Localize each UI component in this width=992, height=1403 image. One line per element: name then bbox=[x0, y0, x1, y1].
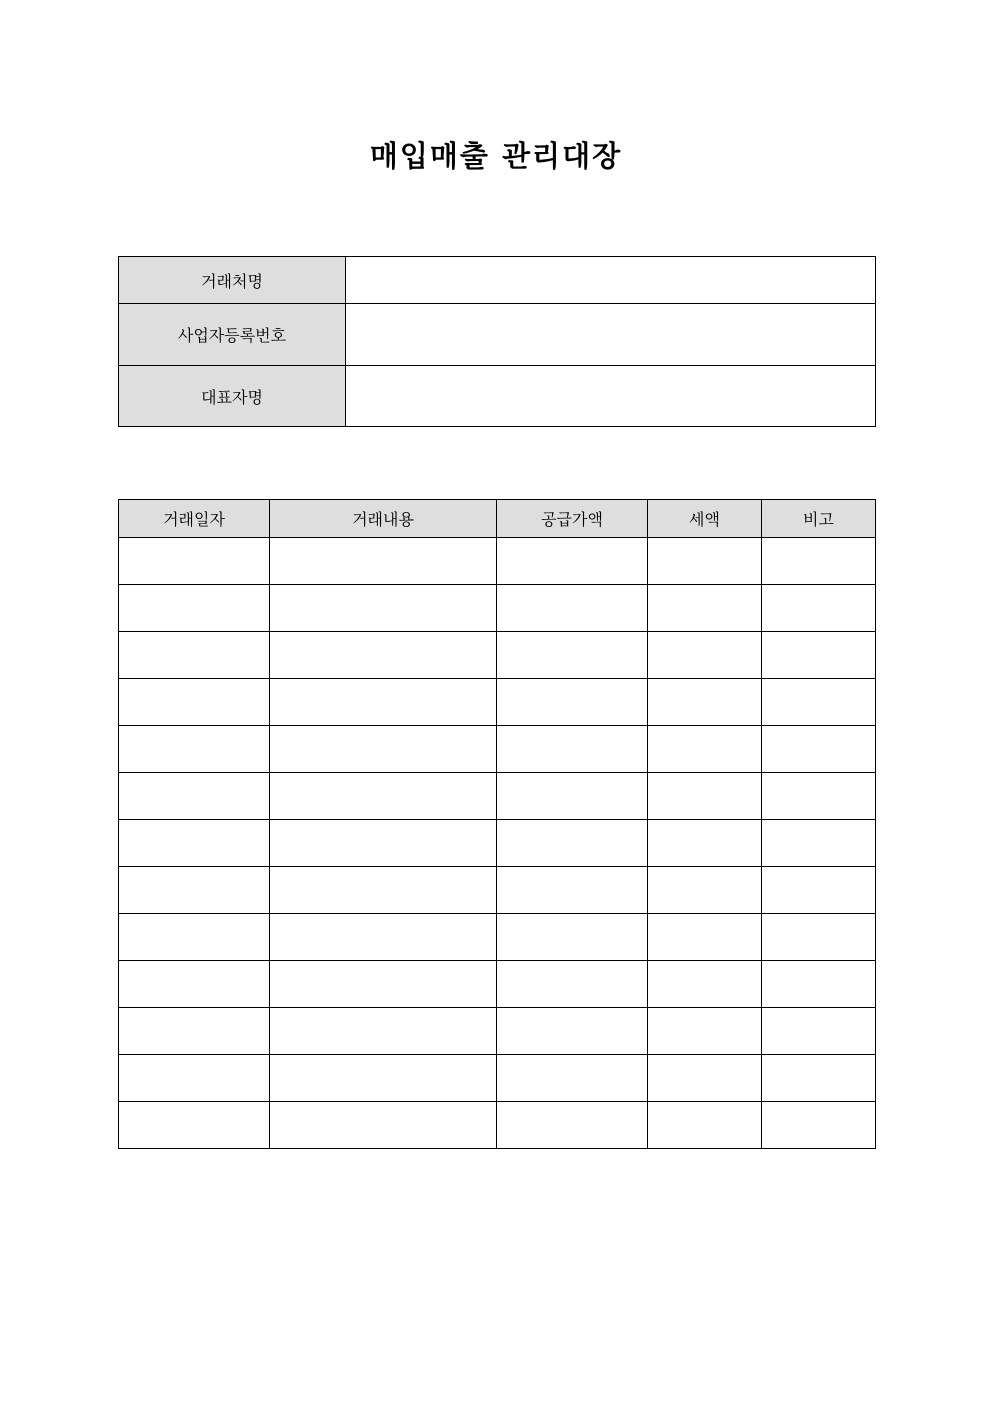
remarks-cell[interactable] bbox=[762, 820, 876, 867]
remarks-cell[interactable] bbox=[762, 538, 876, 585]
transaction-date-cell[interactable] bbox=[119, 538, 270, 585]
supply-amount-cell[interactable] bbox=[497, 679, 648, 726]
transaction-details-cell[interactable] bbox=[270, 1055, 497, 1102]
ledger-body bbox=[119, 538, 876, 1149]
transaction-date-cell[interactable] bbox=[119, 914, 270, 961]
representative-field[interactable] bbox=[346, 366, 876, 427]
table-row bbox=[119, 867, 876, 914]
supply-amount-cell[interactable] bbox=[497, 726, 648, 773]
remarks-cell[interactable] bbox=[762, 961, 876, 1008]
header-supply-amount: 공급가액 bbox=[497, 500, 648, 538]
transaction-details-cell[interactable] bbox=[270, 538, 497, 585]
transaction-details-cell[interactable] bbox=[270, 820, 497, 867]
ledger-header-row bbox=[119, 500, 876, 538]
transaction-date-cell[interactable] bbox=[119, 632, 270, 679]
transaction-date-cell[interactable] bbox=[119, 726, 270, 773]
transaction-details-cell[interactable] bbox=[270, 726, 497, 773]
remarks-cell[interactable] bbox=[762, 726, 876, 773]
tax-amount-cell[interactable] bbox=[648, 914, 762, 961]
supply-amount-cell[interactable] bbox=[497, 585, 648, 632]
table-row bbox=[119, 679, 876, 726]
client-name-label: 거래처명 bbox=[119, 257, 346, 304]
table-row bbox=[119, 961, 876, 1008]
table-row bbox=[119, 1008, 876, 1055]
header-tax-amount: 세액 bbox=[648, 500, 762, 538]
supply-amount-cell[interactable] bbox=[497, 1008, 648, 1055]
transaction-details-cell[interactable] bbox=[270, 585, 497, 632]
transaction-date-cell[interactable] bbox=[119, 1055, 270, 1102]
remarks-cell[interactable] bbox=[762, 773, 876, 820]
transaction-date-cell[interactable] bbox=[119, 1008, 270, 1055]
transaction-details-cell[interactable] bbox=[270, 1102, 497, 1149]
transaction-date-cell[interactable] bbox=[119, 820, 270, 867]
tax-amount-cell[interactable] bbox=[648, 538, 762, 585]
tax-amount-cell[interactable] bbox=[648, 1055, 762, 1102]
transaction-date-cell[interactable] bbox=[119, 679, 270, 726]
header-transaction-date: 거래일자 bbox=[119, 500, 270, 538]
header-transaction-details: 거래내용 bbox=[270, 500, 497, 538]
remarks-cell[interactable] bbox=[762, 585, 876, 632]
transaction-date-cell[interactable] bbox=[119, 1102, 270, 1149]
business-number-field[interactable] bbox=[346, 304, 876, 366]
supply-amount-cell[interactable] bbox=[497, 1055, 648, 1102]
transaction-ledger-table bbox=[118, 499, 876, 1149]
transaction-date-cell[interactable] bbox=[119, 773, 270, 820]
supply-amount-cell[interactable] bbox=[497, 820, 648, 867]
tax-amount-cell[interactable] bbox=[648, 726, 762, 773]
supply-amount-cell[interactable] bbox=[497, 773, 648, 820]
transaction-details-cell[interactable] bbox=[270, 867, 497, 914]
header-remarks: 비고 bbox=[762, 500, 876, 538]
supply-amount-cell[interactable] bbox=[497, 1102, 648, 1149]
supply-amount-cell[interactable] bbox=[497, 961, 648, 1008]
tax-amount-cell[interactable] bbox=[648, 961, 762, 1008]
table-row bbox=[119, 820, 876, 867]
representative-label: 대표자명 bbox=[119, 366, 346, 427]
tax-amount-cell[interactable] bbox=[648, 1008, 762, 1055]
tax-amount-cell[interactable] bbox=[648, 867, 762, 914]
tax-amount-cell[interactable] bbox=[648, 1102, 762, 1149]
table-row bbox=[119, 1102, 876, 1149]
remarks-cell[interactable] bbox=[762, 867, 876, 914]
remarks-cell[interactable] bbox=[762, 632, 876, 679]
tax-amount-cell[interactable] bbox=[648, 632, 762, 679]
supply-amount-cell[interactable] bbox=[497, 914, 648, 961]
transaction-details-cell[interactable] bbox=[270, 961, 497, 1008]
transaction-date-cell[interactable] bbox=[119, 867, 270, 914]
remarks-cell[interactable] bbox=[762, 1008, 876, 1055]
transaction-details-cell[interactable] bbox=[270, 914, 497, 961]
info-row-representative bbox=[119, 366, 876, 427]
table-row bbox=[119, 632, 876, 679]
supply-amount-cell[interactable] bbox=[497, 632, 648, 679]
client-name-field[interactable] bbox=[346, 257, 876, 304]
remarks-cell[interactable] bbox=[762, 1102, 876, 1149]
supply-amount-cell[interactable] bbox=[497, 538, 648, 585]
table-row bbox=[119, 585, 876, 632]
table-row bbox=[119, 773, 876, 820]
remarks-cell[interactable] bbox=[762, 914, 876, 961]
table-row bbox=[119, 726, 876, 773]
transaction-details-cell[interactable] bbox=[270, 773, 497, 820]
table-row bbox=[119, 914, 876, 961]
transaction-date-cell[interactable] bbox=[119, 961, 270, 1008]
transaction-details-cell[interactable] bbox=[270, 632, 497, 679]
tax-amount-cell[interactable] bbox=[648, 820, 762, 867]
remarks-cell[interactable] bbox=[762, 679, 876, 726]
page-title: 매입매출 관리대장 bbox=[369, 139, 623, 173]
tax-amount-cell[interactable] bbox=[648, 773, 762, 820]
transaction-details-cell[interactable] bbox=[270, 679, 497, 726]
table-row bbox=[119, 1055, 876, 1102]
business-number-label: 사업자등록번호 bbox=[119, 304, 346, 366]
transaction-details-cell[interactable] bbox=[270, 1008, 497, 1055]
info-row-client-name bbox=[119, 257, 876, 304]
info-row-business-number bbox=[119, 304, 876, 366]
supply-amount-cell[interactable] bbox=[497, 867, 648, 914]
transaction-date-cell[interactable] bbox=[119, 585, 270, 632]
table-row bbox=[119, 538, 876, 585]
tax-amount-cell[interactable] bbox=[648, 585, 762, 632]
tax-amount-cell[interactable] bbox=[648, 679, 762, 726]
remarks-cell[interactable] bbox=[762, 1055, 876, 1102]
business-info-table bbox=[118, 256, 876, 427]
